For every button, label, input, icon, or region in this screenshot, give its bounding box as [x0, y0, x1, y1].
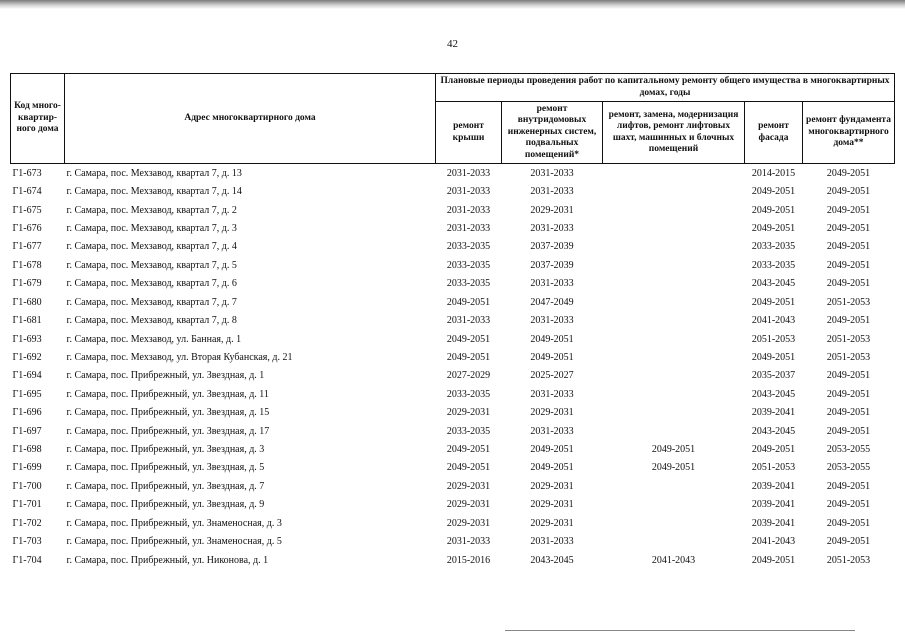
- cell-foundation: 2051-2053: [826, 296, 871, 308]
- table-row: [11, 164, 895, 183]
- cell-systems: 2029-2031: [530, 499, 574, 511]
- cell-facade: 2049-2051: [751, 186, 796, 198]
- cell-elevators: 2049-2051: [651, 462, 696, 474]
- cell-roof: 2029-2031: [446, 499, 491, 511]
- cell-elevators: [603, 367, 745, 385]
- cell-facade: 2039-2041: [751, 480, 796, 492]
- cell-elevators: [603, 256, 745, 274]
- table-row: [11, 311, 895, 329]
- cell-facade: 2035-2037: [751, 370, 796, 382]
- cell-code: Г1-699: [12, 462, 42, 474]
- cell-address: г. Самара, пос. Мехзавод, квартал 7, д. 5: [66, 259, 237, 271]
- cell-roof: 2049-2051: [446, 296, 491, 308]
- cell-foundation: 2049-2051: [826, 167, 871, 179]
- cell-address: г. Самара, пос. Прибрежный, ул. Звездная, д. 5: [66, 462, 265, 474]
- table-row: [11, 293, 895, 311]
- cell-facade: 2033-2035: [751, 259, 796, 271]
- cell-systems: 2031-2033: [530, 315, 574, 327]
- table-row: [11, 238, 895, 256]
- cell-roof: 2031-2033: [446, 222, 491, 234]
- cell-roof: 2029-2031: [446, 517, 491, 529]
- cell-foundation: 2049-2051: [826, 517, 871, 529]
- cell-address: г. Самара, пос. Прибрежный, ул. Знаменосная, д. 3: [66, 517, 282, 529]
- scan-bottom-line: [505, 630, 855, 631]
- cell-code: Г1-681: [12, 315, 42, 327]
- cell-code: Г1-676: [12, 222, 42, 234]
- cell-systems: 2037-2039: [530, 241, 574, 253]
- table-row: [11, 514, 895, 532]
- cell-facade: 2049-2051: [751, 554, 796, 566]
- cell-facade: 2043-2045: [751, 425, 796, 437]
- cell-foundation: 2049-2051: [826, 278, 871, 290]
- cell-code: Г1-693: [12, 333, 42, 345]
- cell-roof: 2033-2035: [446, 259, 491, 271]
- cell-code: Г1-694: [12, 370, 42, 382]
- cell-facade: 2014-2015: [751, 167, 796, 179]
- cell-code: Г1-701: [12, 499, 42, 511]
- table-row: [11, 551, 895, 569]
- table-row: [11, 422, 895, 440]
- cell-address: г. Самара, пос. Прибрежный, ул. Знаменосная, д. 5: [66, 536, 282, 548]
- cell-elevators: [603, 422, 745, 440]
- cell-roof: 2033-2035: [446, 241, 491, 253]
- cell-elevators: [603, 164, 745, 183]
- cell-code: Г1-697: [12, 425, 42, 437]
- cell-foundation: 2049-2051: [826, 222, 871, 234]
- cell-address: г. Самара, пос. Прибрежный, ул. Звездная, д. 1: [66, 370, 265, 382]
- scan-top-edge: [0, 0, 905, 9]
- table-row: [11, 440, 895, 458]
- repair-schedule-table: [10, 73, 895, 569]
- cell-foundation: 2049-2051: [826, 388, 871, 400]
- cell-address: г. Самара, пос. Прибрежный, ул. Звездная, д. 11: [66, 388, 269, 400]
- cell-elevators: [603, 532, 745, 550]
- cell-systems: 2049-2051: [530, 444, 574, 456]
- cell-elevators: [603, 348, 745, 366]
- cell-systems: 2037-2039: [530, 259, 574, 271]
- cell-foundation: 2049-2051: [826, 315, 871, 327]
- cell-facade: 2049-2051: [751, 296, 796, 308]
- cell-roof: 2031-2033: [446, 186, 491, 198]
- table-row: [11, 403, 895, 421]
- cell-systems: 2049-2051: [530, 351, 574, 363]
- cell-address: г. Самара, пос. Мехзавод, квартал 7, д. 2: [66, 204, 237, 216]
- cell-roof: 2049-2051: [446, 333, 491, 345]
- cell-address: г. Самара, пос. Мехзавод, ул. Банная, д. 1: [66, 333, 242, 345]
- cell-elevators: [603, 403, 745, 421]
- cell-systems: 2031-2033: [530, 222, 574, 234]
- cell-facade: 2039-2041: [751, 517, 796, 529]
- cell-address: г. Самара, пос. Прибрежный, ул. Звездная, д. 17: [66, 425, 270, 437]
- cell-elevators: [603, 514, 745, 532]
- header-code: Код много-квартир-ного дома: [11, 74, 65, 164]
- cell-elevators: [603, 385, 745, 403]
- cell-address: г. Самара, пос. Прибрежный, ул. Звездная, д. 9: [66, 499, 265, 511]
- cell-foundation: 2049-2051: [826, 499, 871, 511]
- cell-systems: 2031-2033: [530, 425, 574, 437]
- cell-systems: 2029-2031: [530, 480, 574, 492]
- cell-facade: 2039-2041: [751, 499, 796, 511]
- table-row: [11, 256, 895, 274]
- cell-facade: 2039-2041: [751, 407, 796, 419]
- cell-facade: 2043-2045: [751, 278, 796, 290]
- table-row: [11, 385, 895, 403]
- cell-systems: 2029-2031: [530, 204, 574, 216]
- table-row: [11, 275, 895, 293]
- cell-code: Г1-675: [12, 204, 42, 216]
- cell-roof: 2033-2035: [446, 278, 491, 290]
- cell-elevators: [603, 496, 745, 514]
- cell-facade: 2051-2053: [751, 333, 796, 345]
- cell-elevators: [603, 293, 745, 311]
- table-row: [11, 201, 895, 219]
- cell-roof: 2031-2033: [446, 204, 491, 216]
- cell-elevators: [603, 201, 745, 219]
- cell-systems: 2031-2033: [530, 388, 574, 400]
- cell-code: Г1-679: [12, 278, 42, 290]
- table-row: [11, 182, 895, 200]
- cell-foundation: 2053-2055: [826, 444, 871, 456]
- cell-code: Г1-704: [12, 554, 42, 566]
- cell-code: Г1-703: [12, 536, 42, 548]
- cell-facade: 2033-2035: [751, 241, 796, 253]
- table-row: [11, 477, 895, 495]
- cell-address: г. Самара, пос. Прибрежный, ул. Никонова, д. 1: [66, 554, 269, 566]
- table-row: [11, 459, 895, 477]
- table-row: [11, 219, 895, 237]
- table-row: [11, 532, 895, 550]
- cell-elevators: [603, 238, 745, 256]
- header-roof: ремонт крыши: [436, 102, 502, 164]
- table-row: [11, 330, 895, 348]
- cell-elevators: [603, 182, 745, 200]
- cell-elevators: 2049-2051: [651, 444, 696, 456]
- cell-roof: 2031-2033: [446, 167, 491, 179]
- cell-facade: 2041-2043: [751, 315, 796, 327]
- cell-roof: 2049-2051: [446, 351, 491, 363]
- cell-code: Г1-702: [12, 517, 42, 529]
- cell-roof: 2031-2033: [446, 536, 491, 548]
- cell-foundation: 2049-2051: [826, 370, 871, 382]
- cell-address: г. Самара, пос. Прибрежный, ул. Звездная, д. 15: [66, 407, 270, 419]
- cell-address: г. Самара, пос. Мехзавод, квартал 7, д. 3: [66, 222, 237, 234]
- cell-foundation: 2051-2053: [826, 333, 871, 345]
- cell-roof: 2033-2035: [446, 388, 491, 400]
- cell-foundation: 2049-2051: [826, 241, 871, 253]
- cell-systems: 2031-2033: [530, 186, 574, 198]
- cell-facade: 2049-2051: [751, 444, 796, 456]
- header-planned-periods: Плановые периоды проведения работ по капитальному ремонту общего имущества в многоквартирных домах, годы: [436, 74, 895, 102]
- cell-foundation: 2049-2051: [826, 204, 871, 216]
- cell-facade: 2051-2053: [751, 462, 796, 474]
- cell-code: Г1-673: [12, 167, 42, 179]
- cell-systems: 2031-2033: [530, 278, 574, 290]
- cell-roof: 2029-2031: [446, 480, 491, 492]
- cell-roof: 2049-2051: [446, 462, 491, 474]
- table-body: [11, 164, 895, 570]
- header-foundation: ремонт фундамента многоквартирного дома**: [803, 102, 895, 164]
- cell-code: Г1-695: [12, 388, 42, 400]
- cell-address: г. Самара, пос. Прибрежный, ул. Звездная, д. 7: [66, 480, 265, 492]
- header-elevators: ремонт, замена, модернизация лифтов, ремонт лифтовых шахт, машинных и блочных помещений: [603, 102, 745, 164]
- header-address: Адрес многоквартирного дома: [65, 74, 436, 164]
- cell-code: Г1-698: [12, 444, 42, 456]
- cell-systems: 2029-2031: [530, 407, 574, 419]
- cell-roof: 2029-2031: [446, 407, 491, 419]
- cell-address: г. Самара, пос. Прибрежный, ул. Звездная, д. 3: [66, 444, 265, 456]
- cell-address: г. Самара, пос. Мехзавод, квартал 7, д. 7: [66, 296, 237, 308]
- cell-foundation: 2051-2053: [826, 351, 871, 363]
- cell-address: г. Самара, пос. Мехзавод, ул. Вторая Кубанская, д. 21: [66, 351, 293, 363]
- cell-elevators: 2041-2043: [651, 554, 696, 566]
- table-row: [11, 367, 895, 385]
- cell-elevators: [603, 219, 745, 237]
- cell-facade: 2049-2051: [751, 222, 796, 234]
- cell-systems: 2049-2051: [530, 462, 574, 474]
- cell-systems: 2025-2027: [530, 370, 574, 382]
- header-engineering-systems: ремонт внутридомовых инженерных систем, подвальных помещений*: [502, 102, 603, 164]
- cell-facade: 2049-2051: [751, 351, 796, 363]
- cell-address: г. Самара, пос. Мехзавод, квартал 7, д. 13: [66, 167, 242, 179]
- cell-code: Г1-692: [12, 351, 42, 363]
- cell-foundation: 2049-2051: [826, 480, 871, 492]
- cell-roof: 2049-2051: [446, 444, 491, 456]
- cell-foundation: 2053-2055: [826, 462, 871, 474]
- cell-systems: 2049-2051: [530, 333, 574, 345]
- cell-systems: 2043-2045: [530, 554, 574, 566]
- cell-address: г. Самара, пос. Мехзавод, квартал 7, д. 6: [66, 278, 237, 290]
- cell-address: г. Самара, пос. Мехзавод, квартал 7, д. 8: [66, 315, 237, 327]
- cell-address: г. Самара, пос. Мехзавод, квартал 7, д. 14: [66, 186, 242, 198]
- cell-systems: 2031-2033: [530, 167, 574, 179]
- cell-facade: 2049-2051: [751, 204, 796, 216]
- table-row: [11, 348, 895, 366]
- cell-foundation: 2049-2051: [826, 259, 871, 271]
- cell-systems: 2031-2033: [530, 536, 574, 548]
- cell-foundation: 2049-2051: [826, 536, 871, 548]
- cell-facade: 2041-2043: [751, 536, 796, 548]
- cell-roof: 2027-2029: [446, 370, 491, 382]
- cell-roof: 2033-2035: [446, 425, 491, 437]
- cell-systems: 2047-2049: [530, 296, 574, 308]
- cell-code: Г1-696: [12, 407, 42, 419]
- table-row: [11, 496, 895, 514]
- cell-code: Г1-677: [12, 241, 42, 253]
- header-facade: ремонт фасада: [745, 102, 803, 164]
- page-number: 42: [447, 38, 458, 50]
- cell-elevators: [603, 477, 745, 495]
- cell-roof: 2031-2033: [446, 315, 491, 327]
- cell-roof: 2015-2016: [446, 554, 491, 566]
- cell-code: Г1-674: [12, 186, 42, 198]
- cell-foundation: 2049-2051: [826, 186, 871, 198]
- cell-foundation: 2049-2051: [826, 425, 871, 437]
- cell-systems: 2029-2031: [530, 517, 574, 529]
- cell-code: Г1-680: [12, 296, 42, 308]
- cell-foundation: 2051-2053: [826, 554, 871, 566]
- cell-foundation: 2049-2051: [826, 407, 871, 419]
- cell-code: Г1-700: [12, 480, 42, 492]
- cell-address: г. Самара, пос. Мехзавод, квартал 7, д. 4: [66, 241, 237, 253]
- cell-code: Г1-678: [12, 259, 42, 271]
- cell-elevators: [603, 330, 745, 348]
- cell-elevators: [603, 311, 745, 329]
- cell-elevators: [603, 275, 745, 293]
- cell-facade: 2043-2045: [751, 388, 796, 400]
